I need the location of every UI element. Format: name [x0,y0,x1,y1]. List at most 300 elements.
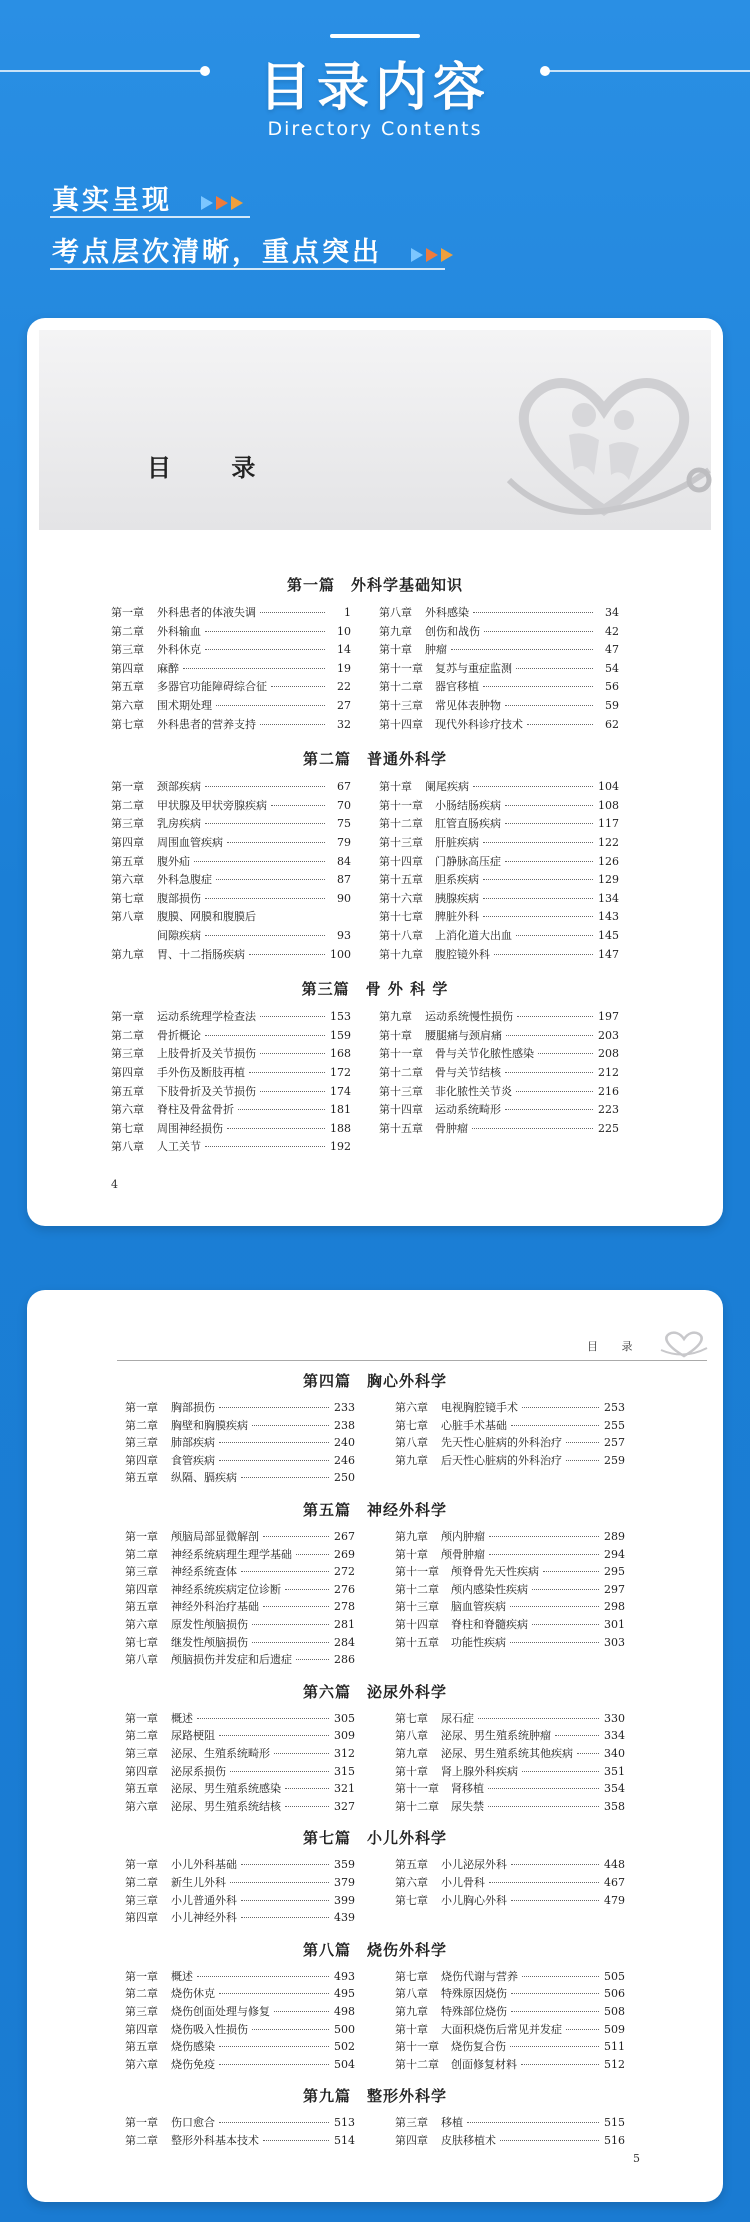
section-title: 第六篇 泌尿外科学 [302,1682,447,1701]
chapter-title: 运动系统慢性损伤 [425,1010,513,1024]
leader-dots [483,686,593,687]
leader-dots [500,2140,599,2141]
page-ref: 327 [334,1799,355,1813]
leader-dots [483,916,593,917]
chapter-number: 第十一章 [395,1782,439,1796]
chapter-title: 泌尿、生殖系统畸形 [171,1746,270,1760]
chapter-title: 运动系统理学检查法 [157,1010,256,1024]
page-ref: 493 [334,1969,355,1983]
toc-entry [379,778,619,797]
chapter-title: 心脏手术基础 [441,1418,507,1432]
chapter-number: 第一章 [125,1858,158,1872]
chapter-number: 第六章 [125,2057,158,2071]
page-ref: 104 [598,780,619,794]
chapter-title: 移植 [441,2116,463,2130]
toc-entry [111,927,351,946]
page-ref: 56 [605,680,619,694]
chapter-title: 泌尿、男生殖系统肿瘤 [441,1729,551,1743]
chapter-title: 小肠结肠疾病 [435,798,501,812]
toc-entry [379,890,619,909]
page-number: 4 [111,1178,118,1191]
toc-entry [379,871,619,890]
toc-entry [395,1581,625,1599]
chapter-title: 上消化道大出血 [435,928,512,942]
toc-entry [111,946,351,965]
page-ref: 174 [330,1084,351,1098]
chapter-number: 第八章 [111,1140,144,1154]
chapter-number: 第十二章 [379,680,423,694]
page-ref: 309 [334,1729,355,1743]
toc-entry [379,660,619,679]
toc-entry [395,2021,625,2039]
chapter-number: 第十四章 [379,854,423,868]
chapter-number: 第十章 [395,2022,428,2036]
chapter-title: 多器官功能障碍综合征 [157,680,267,694]
toc-entry [395,1727,625,1745]
leader-dots [511,1900,599,1901]
toc-entry [111,834,351,853]
toc-entry [395,1434,625,1452]
banner-title: 目 录 [147,454,282,482]
toc-entry [379,927,619,946]
chapter-number: 第五章 [125,1782,158,1796]
page-ref: 276 [334,1582,355,1596]
chapter-number: 第七章 [395,1418,428,1432]
tag-clear-label: 考点层次清晰，重点突出 [52,237,382,268]
leader-dots [473,612,593,613]
chapter-number: 第九章 [395,1530,428,1543]
chapter-title: 腰腿痛与颈肩痛 [425,1028,502,1042]
chapter-number: 第六章 [395,1401,428,1414]
leader-dots [241,1917,329,1918]
toc-entry [379,908,619,927]
toc-entry [125,1469,355,1487]
page-ref: 223 [598,1103,619,1117]
toc-entry [125,1968,355,1986]
chapter-title: 乳房疾病 [157,817,201,831]
leader-dots [510,2046,599,2047]
toc-entry [395,1399,625,1417]
page-ref: 509 [604,2022,625,2036]
toc-entry [111,1064,351,1083]
chapter-title: 外科输血 [157,624,201,638]
running-head-rule [117,1360,707,1361]
leader-dots [511,1864,599,1865]
chapter-title: 小儿泌尿外科 [441,1858,507,1872]
chapter-title: 概述 [171,1711,193,1725]
chapter-title: 脑血管疾病 [451,1600,506,1614]
page-ref: 508 [604,2004,625,2018]
chapter-number: 第一章 [125,2116,158,2130]
toc-entry [379,604,619,623]
chapter-title: 神经外科治疗基础 [171,1600,259,1614]
chapter-title: 胆系疾病 [435,873,479,887]
page-ref: 448 [604,1858,625,1872]
chapter-title: 肛管直肠疾病 [435,817,501,831]
toc-entry [395,1634,625,1652]
toc-entry [125,2021,355,2039]
toc-entry [111,623,351,642]
chapter-number: 第四章 [125,2022,158,2036]
chapter-title: 泌尿系损伤 [171,1764,226,1778]
toc-entry [111,1008,351,1027]
chapter-number: 第五章 [125,1600,158,1614]
chapter-number: 第二章 [111,624,144,638]
page-ref: 168 [330,1047,351,1061]
toc-entry [125,2003,355,2021]
toc-entry [125,2132,355,2150]
page-ref: 504 [334,2057,355,2071]
toc-entry [395,1745,625,1763]
page-ref: 514 [334,2133,355,2147]
leader-dots [505,1072,593,1073]
toc-column-left [111,1008,351,1157]
toc-entry [125,1892,355,1910]
toc-column-left [125,1856,355,1926]
page-ref: 330 [604,1711,625,1725]
toc-entry [111,1138,351,1157]
chapter-title: 腹部损伤 [157,891,201,905]
arrow-triangles-icon [408,238,453,269]
chapter-title: 外科急腹症 [157,873,212,887]
toc-entry [125,1909,355,1927]
page-ref: 145 [598,928,619,942]
leader-dots [566,1442,599,1443]
toc-entry [395,1856,625,1874]
toc-entry [125,1399,355,1417]
chapter-title: 肾上腺外科疾病 [441,1764,518,1778]
page-ref: 75 [337,817,351,831]
page-number: 5 [633,2152,640,2165]
toc-entry [379,1083,619,1102]
chapter-number: 第三章 [125,1746,158,1760]
leader-dots [478,1718,599,1719]
toc-column-right [395,1856,625,1909]
leader-dots [249,954,325,955]
chapter-title: 功能性疾病 [451,1635,506,1649]
leader-dots [511,1425,599,1426]
toc-entry [395,1546,625,1564]
leader-dots [205,823,325,824]
chapter-number: 第十三章 [379,1084,423,1098]
page-ref: 467 [604,1875,625,1889]
chapter-number: 第十一章 [379,1047,423,1061]
chapter-number: 第十九章 [379,947,423,961]
section-title: 第四篇 胸心外科学 [302,1372,447,1390]
leader-dots [484,631,593,632]
leader-dots [194,861,325,862]
page-ref: 42 [605,624,619,638]
toc-entry [379,1120,619,1139]
leader-dots [197,1718,329,1719]
toc-entry [379,815,619,834]
toc-entry [111,1120,351,1139]
chapter-title: 肝脏疾病 [435,835,479,849]
toc-entry [125,1452,355,1470]
chapter-title: 麻醉 [157,661,179,675]
leader-dots [489,1882,599,1883]
leader-dots [252,2029,329,2030]
toc-entry [379,853,619,872]
chapter-number: 第九章 [395,2004,428,2018]
leader-dots [227,842,325,843]
leader-dots [260,1016,325,1017]
chapter-title: 原发性颅脑损伤 [171,1617,248,1631]
chapter-number: 第十四章 [395,1617,439,1631]
chapter-title: 特殊部位烧伤 [441,2004,507,2018]
leader-dots [577,1753,599,1754]
chapter-title: 神经系统疾病定位诊断 [171,1582,281,1596]
leader-dots [505,805,593,806]
toc-entry [111,797,351,816]
chapter-number: 第七章 [111,1121,144,1135]
leader-dots [263,1536,329,1537]
chapter-title: 周围血管疾病 [157,835,223,849]
chapter-number: 第十一章 [395,1565,439,1579]
leader-dots [483,879,593,880]
leader-dots [538,1053,593,1054]
toc-entry [395,1892,625,1910]
page-ref: 515 [604,2116,625,2130]
chapter-number: 第三章 [125,1893,158,1907]
chapter-title: 腹外疝 [157,854,190,868]
chapter-title: 泌尿、男生殖系统其他疾病 [441,1746,573,1760]
chapter-number: 第三章 [125,1565,158,1579]
toc-entry [395,2003,625,2021]
leader-dots [260,724,325,725]
chapter-title: 复苏与重症监测 [435,661,512,675]
page-ref: 305 [334,1711,355,1725]
leader-dots [532,1589,599,1590]
toc-entry [379,834,619,853]
tag-real-underline [50,216,250,218]
chapter-number: 第九章 [379,624,412,638]
page-ref: 122 [598,835,619,849]
toc-entry [111,778,351,797]
chapter-number: 第八章 [125,1653,158,1667]
chapter-number: 第二章 [125,1418,158,1432]
leader-dots [285,1806,329,1807]
chapter-number: 第七章 [125,1635,158,1649]
page-ref: 303 [604,1635,625,1649]
leader-dots [260,612,325,613]
leader-dots [260,1053,325,1054]
toc-entry [395,1528,625,1546]
chapter-title: 周围神经损伤 [157,1121,223,1135]
toc-entry [379,716,619,735]
chapter-title: 烧伤创面处理与修复 [171,2004,270,2018]
page-ref: 126 [598,854,619,868]
page-ref: 259 [604,1453,625,1467]
toc-entry [379,946,619,965]
page-ref: 129 [598,873,619,887]
chapter-number: 第十一章 [395,2040,439,2054]
leader-dots [488,1806,599,1807]
leader-dots [219,1407,329,1408]
chapter-number: 第四章 [111,835,144,849]
chapter-title: 神经系统病理生理学基础 [171,1547,292,1561]
page-ref: 505 [604,1969,625,1983]
chapter-title: 电视胸腔镜手术 [441,1401,518,1414]
page-ref: 479 [604,1893,625,1907]
chapter-title: 尿失禁 [451,1799,484,1813]
page-ref: 79 [337,835,351,849]
chapter-title: 外科休克 [157,643,201,657]
leader-dots [219,2064,329,2065]
toc-column-left [111,604,351,734]
toc-page-5 [27,1290,723,2202]
chapter-title: 外科感染 [425,606,469,619]
medical-heart-logo-icon [659,1330,709,1358]
leader-dots [205,631,325,632]
page-ref: 181 [330,1103,351,1117]
chapter-title: 小儿骨科 [441,1875,485,1889]
chapter-number: 第十章 [395,1764,428,1778]
chapter-title: 继发性颅脑损伤 [171,1635,248,1649]
leader-dots [505,1109,593,1110]
section-title: 第九篇 整形外科学 [302,2087,447,2106]
leader-dots [230,1771,329,1772]
chapter-number: 第十八章 [379,928,423,942]
page-ref: 358 [604,1799,625,1813]
chapter-title: 骨折概论 [157,1028,201,1042]
leader-dots [241,1477,329,1478]
toc-entry [125,1874,355,1892]
toc-entry [125,1727,355,1745]
toc-column-left [125,2114,355,2149]
leader-dots [296,1554,329,1555]
page-ref: 278 [334,1600,355,1614]
chapter-number: 第六章 [125,1799,158,1813]
running-head: 目 录 [587,1340,643,1353]
chapter-number: 第六章 [395,1875,428,1889]
leader-dots [467,2122,599,2123]
chapter-number: 第十二章 [379,1065,423,1079]
leader-dots [510,1642,599,1643]
leader-dots [505,823,593,824]
chapter-number: 第三章 [395,2116,428,2130]
chapter-number: 第十二章 [395,2057,439,2071]
toc-entry [125,1581,355,1599]
chapter-title: 门静脉高压症 [435,854,501,868]
chapter-title: 小儿普通外科 [171,1893,237,1907]
toc-entry [125,1616,355,1634]
chapter-number: 第一章 [125,1401,158,1414]
chapter-title: 烧伤免疫 [171,2057,215,2071]
toc-entry [125,1598,355,1616]
toc-column-left [125,1710,355,1816]
leader-dots [522,1771,599,1772]
toc-entry [379,641,619,660]
chapter-number: 第十三章 [379,698,423,712]
chapter-number: 第八章 [111,910,144,924]
medical-heart-logo-icon [489,360,719,530]
leader-dots [216,879,325,880]
chapter-title: 脊柱和脊髓疾病 [451,1617,528,1631]
page-ref: 70 [337,798,351,812]
page-ref: 47 [605,643,619,657]
toc-entry [395,1968,625,1986]
leader-dots [511,1993,599,1994]
page-ref: 257 [604,1436,625,1450]
leader-dots [527,724,593,725]
toc-entry [125,2114,355,2132]
chapter-number: 第十七章 [379,910,423,924]
page-ref: 225 [598,1121,619,1135]
chapter-number: 第十二章 [395,1582,439,1596]
toc-entry [111,604,351,623]
chapter-title: 胸部损伤 [171,1401,215,1414]
tag-real-label: 真实呈现 [52,185,172,216]
page-ref: 100 [330,947,351,961]
toc-entry [125,1763,355,1781]
toc-entry [111,641,351,660]
toc-entry [379,678,619,697]
toc-entry [125,1780,355,1798]
page-ref: 334 [604,1729,625,1743]
page-ref: 516 [604,2133,625,2147]
chapter-title: 骨与关节化脓性感染 [435,1047,534,1061]
page-ref: 153 [330,1010,351,1024]
page-ref: 359 [334,1858,355,1872]
page-ref: 59 [605,698,619,712]
chapter-number: 第五章 [111,1084,144,1098]
leader-dots [473,786,593,787]
chapter-title: 烧伤休克 [171,1987,215,2001]
toc-entry [395,1780,625,1798]
leader-dots [505,705,593,706]
leader-dots [296,1659,329,1660]
chapter-title: 肿瘤 [425,643,447,657]
chapter-number: 第九章 [395,1453,428,1467]
leader-dots [494,954,593,955]
toc-entry [111,1083,351,1102]
leader-dots [219,1735,329,1736]
leader-dots [285,1788,329,1789]
leader-dots [543,1571,599,1572]
leader-dots [205,898,325,899]
page-ref: 294 [604,1547,625,1561]
chapter-title: 下肢骨折及关节损伤 [157,1084,256,1098]
toc-entry [379,1027,619,1046]
page-ref: 286 [334,1653,355,1667]
chapter-number: 第七章 [111,891,144,905]
toc-entry [395,1598,625,1616]
toc-entry [395,2114,625,2132]
section-title: 第七篇 小儿外科学 [302,1829,447,1848]
leader-dots [472,1128,593,1129]
chapter-title: 泌尿、男生殖系统感染 [171,1782,281,1796]
chapter-title: 胸壁和胸膜疾病 [171,1418,248,1432]
toc-entry [111,660,351,679]
chapter-number: 第一章 [111,780,144,794]
leader-dots [555,1735,599,1736]
chapter-title: 颅脑局部显微解剖 [171,1530,259,1543]
leader-dots [219,2122,329,2123]
leader-dots [522,1976,599,1977]
page-ref: 506 [604,1987,625,2001]
page-ref: 14 [337,643,351,657]
leader-dots [532,1624,599,1625]
toc-entry [125,2056,355,2074]
page-ref: 233 [334,1401,355,1414]
section-title: 第二篇 普通外科学 [302,750,447,769]
chapter-number: 第十章 [379,780,412,794]
chapter-title: 外科患者的体液失调 [157,606,256,619]
chapter-number: 第二章 [125,1875,158,1889]
chapter-number: 第六章 [111,873,144,887]
toc-entry [395,1798,625,1816]
